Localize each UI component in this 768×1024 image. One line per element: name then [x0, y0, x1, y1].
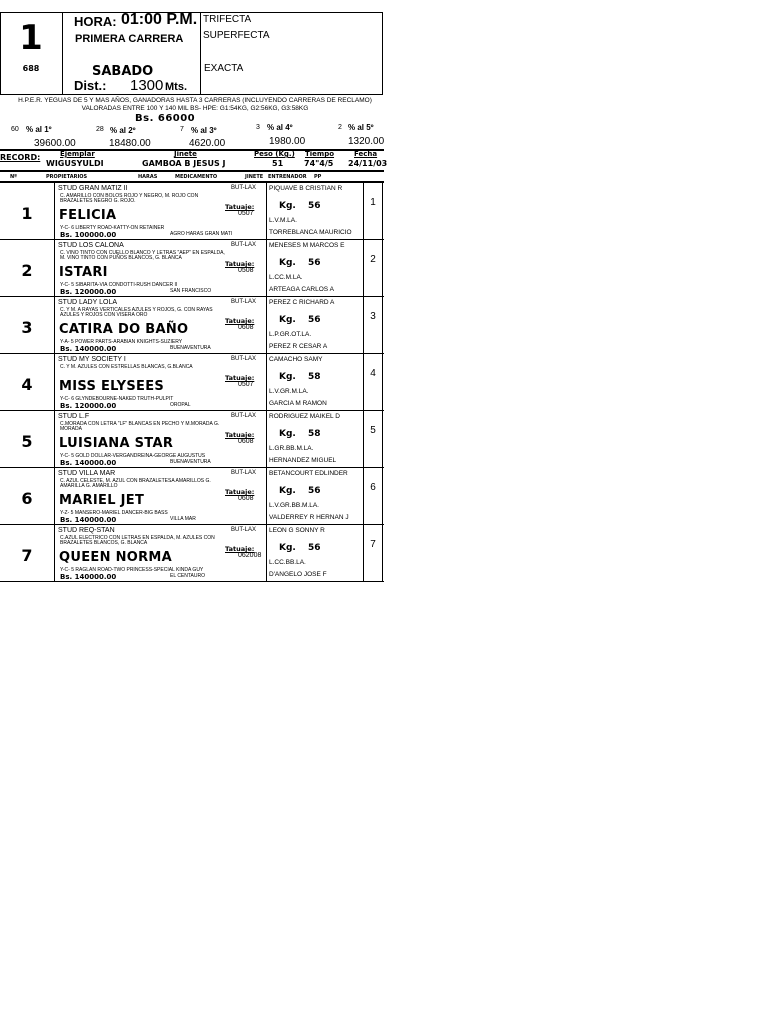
horse-name: CATIRA DO BAÑO — [59, 322, 189, 337]
horse-row — [0, 240, 384, 297]
horse-stud: STUD VILLA MAR — [58, 470, 116, 477]
horse-weight: 56 — [308, 201, 321, 211]
horse-haras: BUENAVENTURA — [170, 345, 211, 351]
kg-label: Kg. — [279, 201, 296, 211]
prize-pct: 7 — [180, 126, 184, 133]
horse-trainer: VALDERREY R HERNAN J — [269, 514, 349, 521]
horse-pedigree: Y-C- 6 LIBERTY ROAD-KATTY-ON RETAINER — [60, 225, 165, 231]
horse-colors: C. AMARILLO CON BOLOS ROJO Y NEGRO, M. ROJO CON BRAZALETES NEGRO G. ROJO. — [60, 193, 199, 204]
horse-number: 7 — [21, 546, 33, 565]
kg-label: Kg. — [279, 258, 296, 268]
race-code: 688 — [22, 64, 40, 73]
horse-row — [0, 468, 384, 525]
bet-trifecta: TRIFECTA — [203, 14, 252, 25]
record-h-fecha: Fecha — [354, 150, 378, 158]
horse-number: 1 — [21, 204, 33, 223]
horse-name: LUISIANA STAR — [59, 436, 174, 451]
horse-tatuaje: 0508 — [238, 267, 254, 274]
kg-label: Kg. — [279, 486, 296, 496]
col-medicamento: MEDICAMENTO — [175, 174, 218, 180]
horse-post-position: 5 — [370, 425, 376, 436]
horse-equipment: L.P.GR.OT.LA. — [269, 331, 312, 338]
horse-equipment: L.CC.BB.LA. — [269, 559, 306, 566]
record-h-tiempo: Tiempo — [305, 150, 335, 158]
horse-post-position: 2 — [370, 254, 376, 265]
horse-post-position: 3 — [370, 311, 376, 322]
prize-pct: 3 — [256, 124, 260, 131]
horse-number: 6 — [21, 489, 33, 508]
horse-weight: 56 — [308, 258, 321, 268]
horse-trainer: PEREZ R CESAR A — [269, 343, 328, 350]
col-entrenador: ENTRENADOR — [268, 174, 307, 180]
horse-stud: STUD L.F — [58, 413, 90, 420]
kg-label: Kg. — [279, 429, 296, 439]
horse-row — [0, 525, 384, 582]
horse-number: 2 — [21, 261, 33, 280]
horse-colors: C. Y M. AZULES CON ESTRELLAS BLANCAS, G.BLANCA — [60, 364, 193, 370]
horse-pedigree: Y-Z- 5 MANSERO-MARIEL DANCER-BIG BASS — [60, 510, 168, 516]
prize-label: % al 4º — [267, 123, 293, 132]
col-haras: HARAS — [138, 174, 158, 180]
horse-name: QUEEN NORMA — [59, 550, 173, 565]
horse-post-position: 4 — [370, 368, 376, 379]
horse-medication: BUT-LAX — [231, 413, 257, 419]
horse-jockey: MENESES M MARCOS E — [269, 242, 345, 249]
record-label: RECORD: — [0, 153, 41, 162]
horse-tatuaje: 0608 — [238, 495, 254, 502]
horse-medication: BUT-LAX — [231, 299, 257, 305]
horse-row — [0, 297, 384, 354]
prize-pct: 60 — [11, 126, 19, 133]
horse-number: 3 — [21, 318, 33, 337]
prize-pct: 28 — [96, 126, 104, 133]
horse-stud: STUD LOS CALONA — [58, 242, 124, 249]
race-name: PRIMERA CARRERA — [75, 33, 184, 45]
race-conditions-1: H.P.E.R. YEGUAS DE 5 Y MAS AÑOS, GANADORAS HASTA 3 CARRERAS (INCLUYENDO CARRERAS DE RECLAMO) — [18, 97, 372, 104]
tatuaje-label: Tatuaje: — [225, 545, 255, 553]
prize-amount: 1320.00 — [348, 136, 385, 147]
horse-trainer: TORREBLANCA MAURICIO — [269, 229, 352, 236]
horse-jockey: RODRIGUEZ MAIKEL D — [269, 413, 340, 420]
horse-medication: BUT-LAX — [231, 356, 257, 362]
prize-pct: 2 — [338, 124, 342, 131]
hora-label: HORA: — [74, 14, 117, 29]
horse-colors: C. VINO TINTO CON CUELLO BLANCO Y LETRAS "AEP" EN ESPALDA, M. VINO TINTO CON PUÑOS BLANCOS, G. BLANCA — [60, 250, 225, 261]
horse-equipment: L.GR.BB.M.LA. — [269, 445, 314, 452]
horse-post-position: 7 — [370, 539, 376, 550]
horse-equipment: L.V.GR.M.LA. — [269, 388, 309, 395]
horse-weight: 56 — [308, 315, 321, 325]
race-distance: 1300 — [130, 77, 164, 94]
tatuaje-label: Tatuaje: — [225, 203, 255, 211]
horse-post-position: 6 — [370, 482, 376, 493]
horse-medication: BUT-LAX — [231, 242, 257, 248]
horse-number: 4 — [21, 375, 33, 394]
horse-haras: OROPAL — [170, 402, 191, 408]
record-h-jinete: Jinete — [174, 150, 197, 158]
horse-pedigree: Y-C- 5 GOLD DOLLAR-VERGANDREINA-GEORGE AUGUSTUS — [60, 453, 206, 459]
horse-colors: C. AZUL CELESTE, M. AZUL CON BRAZALETESA AMARILLOS G. AMARILLA G. AMARILLO — [60, 478, 211, 489]
horse-medication: BUT-LAX — [231, 470, 257, 476]
kg-label: Kg. — [279, 372, 296, 382]
horse-trainer: GARCIA M RAMON — [269, 400, 327, 407]
race-conditions-2: VALORADAS ENTRE 100 Y 140 MIL BS- HPE: G1:54KG, G2:56KG, G3:58KG — [81, 105, 309, 112]
horse-colors: C. Y M. A RAYAS VERTICALES AZULES Y ROJOS, G. CON RAYAS AZULES Y ROJOS CON VISERA ORO — [60, 307, 213, 318]
horse-tatuaje: 0608 — [238, 438, 254, 445]
prize-amount: 39600.00 — [34, 138, 76, 149]
prize-amount: 18480.00 — [109, 138, 151, 149]
horse-tatuaje: 0507 — [238, 210, 254, 217]
horse-stud: STUD GRAN MATIZ II — [58, 185, 128, 192]
horse-pedigree: Y-C- 5 SIBARITA-VIA CONDOTTI-RUSH DANCER II — [60, 282, 178, 288]
col-pp: PP — [314, 174, 322, 180]
horse-row — [0, 183, 384, 240]
horse-number: 5 — [21, 432, 33, 451]
race-purse: Bs. 66000 — [135, 113, 196, 124]
horse-price: Bs. 140000.00 — [60, 516, 117, 524]
bet-exacta: EXACTA — [204, 63, 244, 74]
record-jinete: GAMBOA B JESUS J — [142, 159, 226, 168]
horse-price: Bs. 140000.00 — [60, 459, 117, 467]
race-number: 1 — [19, 18, 43, 58]
race-day: SABADO — [92, 64, 154, 79]
prize-label: % al 2º — [110, 126, 136, 135]
horse-price: Bs. 100000.00 — [60, 231, 117, 239]
record-tiempo: 74"4/5 — [304, 159, 334, 168]
dist-label: Dist.: — [74, 78, 107, 93]
horse-jockey: PIQUAVE B CRISTIAN R — [269, 185, 343, 192]
horse-weight: 58 — [308, 372, 321, 382]
horse-trainer: HERNANDEZ MIGUEL — [269, 457, 337, 464]
tatuaje-label: Tatuaje: — [225, 431, 255, 439]
horse-medication: BUT-LAX — [231, 527, 257, 533]
horse-row — [0, 354, 384, 411]
tatuaje-label: Tatuaje: — [225, 260, 255, 268]
horse-jockey: CAMACHO SAMY — [269, 356, 323, 363]
kg-label: Kg. — [279, 315, 296, 325]
horse-pedigree: Y-A- 5 POWER PARTS-ARABIAN KNIGHTS-SUZIERY — [60, 339, 183, 345]
horse-stud: STUD REQ-STAN — [58, 527, 115, 534]
horse-haras: AGRO HARAS GRAN MATI — [170, 231, 233, 237]
horse-equipment: L.V.GR.BB.M.LA. — [269, 502, 319, 509]
prize-label: % al 5º — [348, 123, 374, 132]
horse-jockey: LEON G SONNY R — [269, 527, 325, 534]
horse-price: Bs. 120000.00 — [60, 288, 117, 296]
horse-name: MISS ELYSEES — [59, 379, 165, 394]
bet-superfecta: SUPERFECTA — [203, 30, 270, 41]
col-jinete: JINETE — [245, 174, 264, 180]
col-num: Nº — [10, 174, 18, 180]
record-h-ejemplar: Ejemplar — [60, 150, 95, 158]
horse-post-position: 1 — [370, 197, 376, 208]
prize-amount: 4620.00 — [189, 138, 226, 149]
horse-haras: EL CENTAURO — [170, 573, 206, 579]
horse-weight: 56 — [308, 486, 321, 496]
horse-name: FELICIA — [59, 208, 117, 223]
record-fecha: 24/11/03 — [348, 159, 388, 168]
horse-name: ISTARI — [59, 265, 108, 280]
horse-haras: VILLA MAR — [170, 516, 196, 522]
prize-amount: 1980.00 — [269, 136, 306, 147]
horse-tatuaje: 062008 — [238, 552, 262, 559]
horse-haras: SAN FRANCISCO — [170, 288, 212, 294]
horse-trainer: ARTEAGA CARLOS A — [269, 286, 334, 293]
record-ejemplar: WIGUSYULDI — [46, 159, 104, 168]
horse-stud: STUD LADY LOLA — [58, 299, 118, 306]
horse-weight: 56 — [308, 543, 321, 553]
tatuaje-label: Tatuaje: — [225, 317, 255, 325]
prize-label: % al 3º — [191, 126, 217, 135]
horse-tatuaje: 0507 — [238, 381, 254, 388]
horse-equipment: L.CC.M.LA. — [269, 274, 303, 281]
horse-jockey: BETANCOURT EDLINDER — [269, 470, 348, 477]
prize-label: % al 1º — [26, 125, 52, 134]
col-propietarios: PROPIETARIOS — [46, 174, 88, 180]
horse-row — [0, 411, 384, 468]
horse-tatuaje: 0608 — [238, 324, 254, 331]
tatuaje-label: Tatuaje: — [225, 374, 255, 382]
record-peso: 51 — [272, 159, 284, 168]
horse-pedigree: Y-C- 6 GLYNDEBOURNE-NAKED TRUTH-PULPIT — [60, 396, 174, 402]
horse-stud: STUD MY SOCIETY I — [58, 356, 126, 363]
kg-label: Kg. — [279, 543, 296, 553]
horse-name: MARIEL JET — [59, 493, 145, 508]
horse-haras: BUENAVENTURA — [170, 459, 211, 465]
horse-trainer: D'ANGELO JOSE F — [269, 571, 327, 578]
horse-price: Bs. 140000.00 — [60, 573, 117, 581]
dist-unit: Mts. — [165, 81, 187, 93]
horse-jockey: PEREZ C RICHARD A — [269, 299, 335, 306]
horse-pedigree: Y-C- 5 RAGLAN ROAD-TWO PRINCESS-SPECIAL KINDA GUY — [60, 567, 204, 573]
race-time: 01:00 P.M. — [121, 11, 198, 28]
horse-equipment: L.V.M.LA. — [269, 217, 297, 224]
horse-weight: 58 — [308, 429, 321, 439]
record-h-peso: Peso (Kg.) — [254, 150, 295, 158]
tatuaje-label: Tatuaje: — [225, 488, 255, 496]
horse-medication: BUT-LAX — [231, 185, 257, 191]
horse-colors: C.MORADA CON LETRA "LF" BLANCAS EN PECHO Y M.MORADA G. MORADA — [60, 421, 220, 432]
horse-colors: C.AZUL ELECTRICO CON LETRAS EN ESPALDA, M. AZULES CON BRAZALETES BLANCOS, G. BLANCA — [60, 535, 215, 546]
horse-price: Bs. 120000.00 — [60, 402, 117, 410]
horse-price: Bs. 140000.00 — [60, 345, 117, 353]
